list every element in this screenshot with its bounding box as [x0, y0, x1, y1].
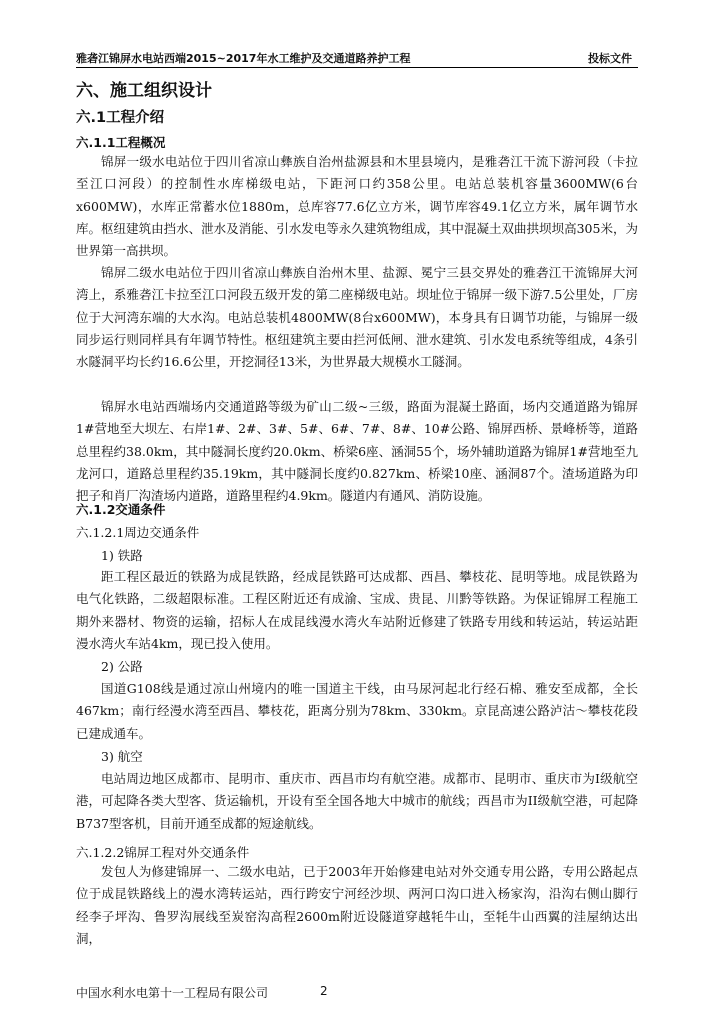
- item-highway-label: 2) 公路: [101, 659, 143, 674]
- paragraph-jinping-level2: 锦屏二级水电站位于四川省凉山彝族自治州木里、盐源、冕宁三县交界处的雅砻江干流锦屏大河湾上，系雅砻江卡拉至江口河段五级开发的第二座梯级电站。坝址位于锦屏一级下游7.5公里处，厂房位于大河湾东端的大水沟。电站总装机4800MW(8台x600MW)，本身具有日调节功能，与锦屏一级同步运行则同样具有年调节特性。枢纽建筑主要由拦河低闸、泄水建筑、引水发电系统等组成，4条引水隧洞平均长约16.6公里，开挖洞径13米，为世界最大规模水工隧洞。: [76, 265, 638, 370]
- heading-external-traffic: 六.1.2.2锦屏工程对外交通条件: [76, 845, 250, 860]
- footer-company: 中国水利水电第十一工程局有限公司: [76, 986, 269, 1000]
- item-aviation-label: 3) 航空: [101, 749, 143, 764]
- section-title: 六、施工组织设计: [76, 81, 212, 101]
- page-number: 2: [320, 984, 328, 998]
- heading-traffic-conditions: 六.1.2交通条件: [76, 502, 166, 517]
- page-header: [76, 50, 638, 66]
- header-divider: [76, 67, 638, 68]
- paragraph-jinping-level1: 锦屏一级水电站位于四川省凉山彝族自治州盐源县和木里县境内，是雅砻江干流下游河段（卡拉至江口河段）的控制性水库梯级电站，下距河口约358公里。电站总装机容量3600MW(6台x600MW)，水库正常蓄水位1880m，总库容77.6亿立方米，调节库容49.1亿立方米，属年调节水库。枢纽建筑由挡水、泄水及消能、引水发电等永久建筑物组成，其中混凝土双曲拱坝坝高305米，为世界第一高拱坝。: [76, 154, 638, 259]
- paragraph-aviation: 电站周边地区成都市、昆明市、重庆市、西昌市均有航空港。成都市、昆明市、重庆市为I级航空港，可起降各类大型客、货运输机，开设有至全国各地大中城市的航线；西昌市为II级航空港，可起降B737型客机，目前开通至成都的短途航线。: [76, 771, 638, 831]
- heading-surrounding-traffic: 六.1.2.1周边交通条件: [76, 525, 200, 540]
- paragraph-external-traffic: 发包人为修建锦屏一、二级水电站，已于2003年开始修建电站对外交通专用公路，专用公路起点位于成昆铁路线上的漫水湾转运站，西行跨安宁河经沙坝、两河口沟口进入杨家沟，沿沟右侧山脚行经李子坪沟、鲁罗沟展线至炭窑沟高程2600m附近设隧道穿越牦牛山，至牦牛山西翼的洼屋纳达出洞，: [76, 864, 638, 946]
- item-railway-label: 1) 铁路: [101, 548, 143, 563]
- header-doc-type: 投标文件: [588, 52, 632, 65]
- heading-project-overview: 六.1.1工程概况: [76, 135, 166, 150]
- paragraph-railway: 距工程区最近的铁路为成昆铁路，经成昆铁路可达成都、西昌、攀枝花、昆明等地。成昆铁路为电气化铁路，二级超限标准。工程区附近还有成渝、宝成、贵昆、川黔等铁路。为保证锦屏工程施工期外来器材、物资的运输，招标人在成昆线漫水湾火车站附近修建了铁路专用线和转运站，转运站距漫水湾火车站4km，现已投入使用。: [76, 569, 638, 651]
- paragraph-highway: 国道G108线是通过凉山州境内的唯一国道主干线，由马尿河起北行经石棉、雅安至成都，全长467km；南行经漫水湾至西昌、攀枝花，距离分别为78km、330km。京昆高速公路泸沽～攀枝花段已建成通车。: [76, 681, 638, 741]
- paragraph-west-end-roads: 锦屏水电站西端场内交通道路等级为矿山二级~三级，路面为混凝土路面，场内交通道路为锦屏1#营地至大坝左、右岸1#、2#、3#、5#、6#、7#、8#、10#公路、锦屏西桥、景峰桥等，道路总里程约38.0km，其中隧洞长度约20.0km、桥梁6座、涵洞55个，场外辅助道路为锦屏1#营地至九龙河口，道路总里程约35.19km，其中隧洞长度约0.827km、桥梁10座、涵洞87个。渣场道路为印把子和肖厂沟渣场内道路，道路里程约4.9km。隧道内有通风、消防设施。: [76, 399, 638, 504]
- subsection-title-engineering-intro: 六.1工程介绍: [76, 110, 165, 126]
- page-footer: [76, 984, 476, 1002]
- header-project-title: 雅砻江锦屏水电站西端2015~2017年水工维护及交通道路养护工程: [76, 52, 411, 65]
